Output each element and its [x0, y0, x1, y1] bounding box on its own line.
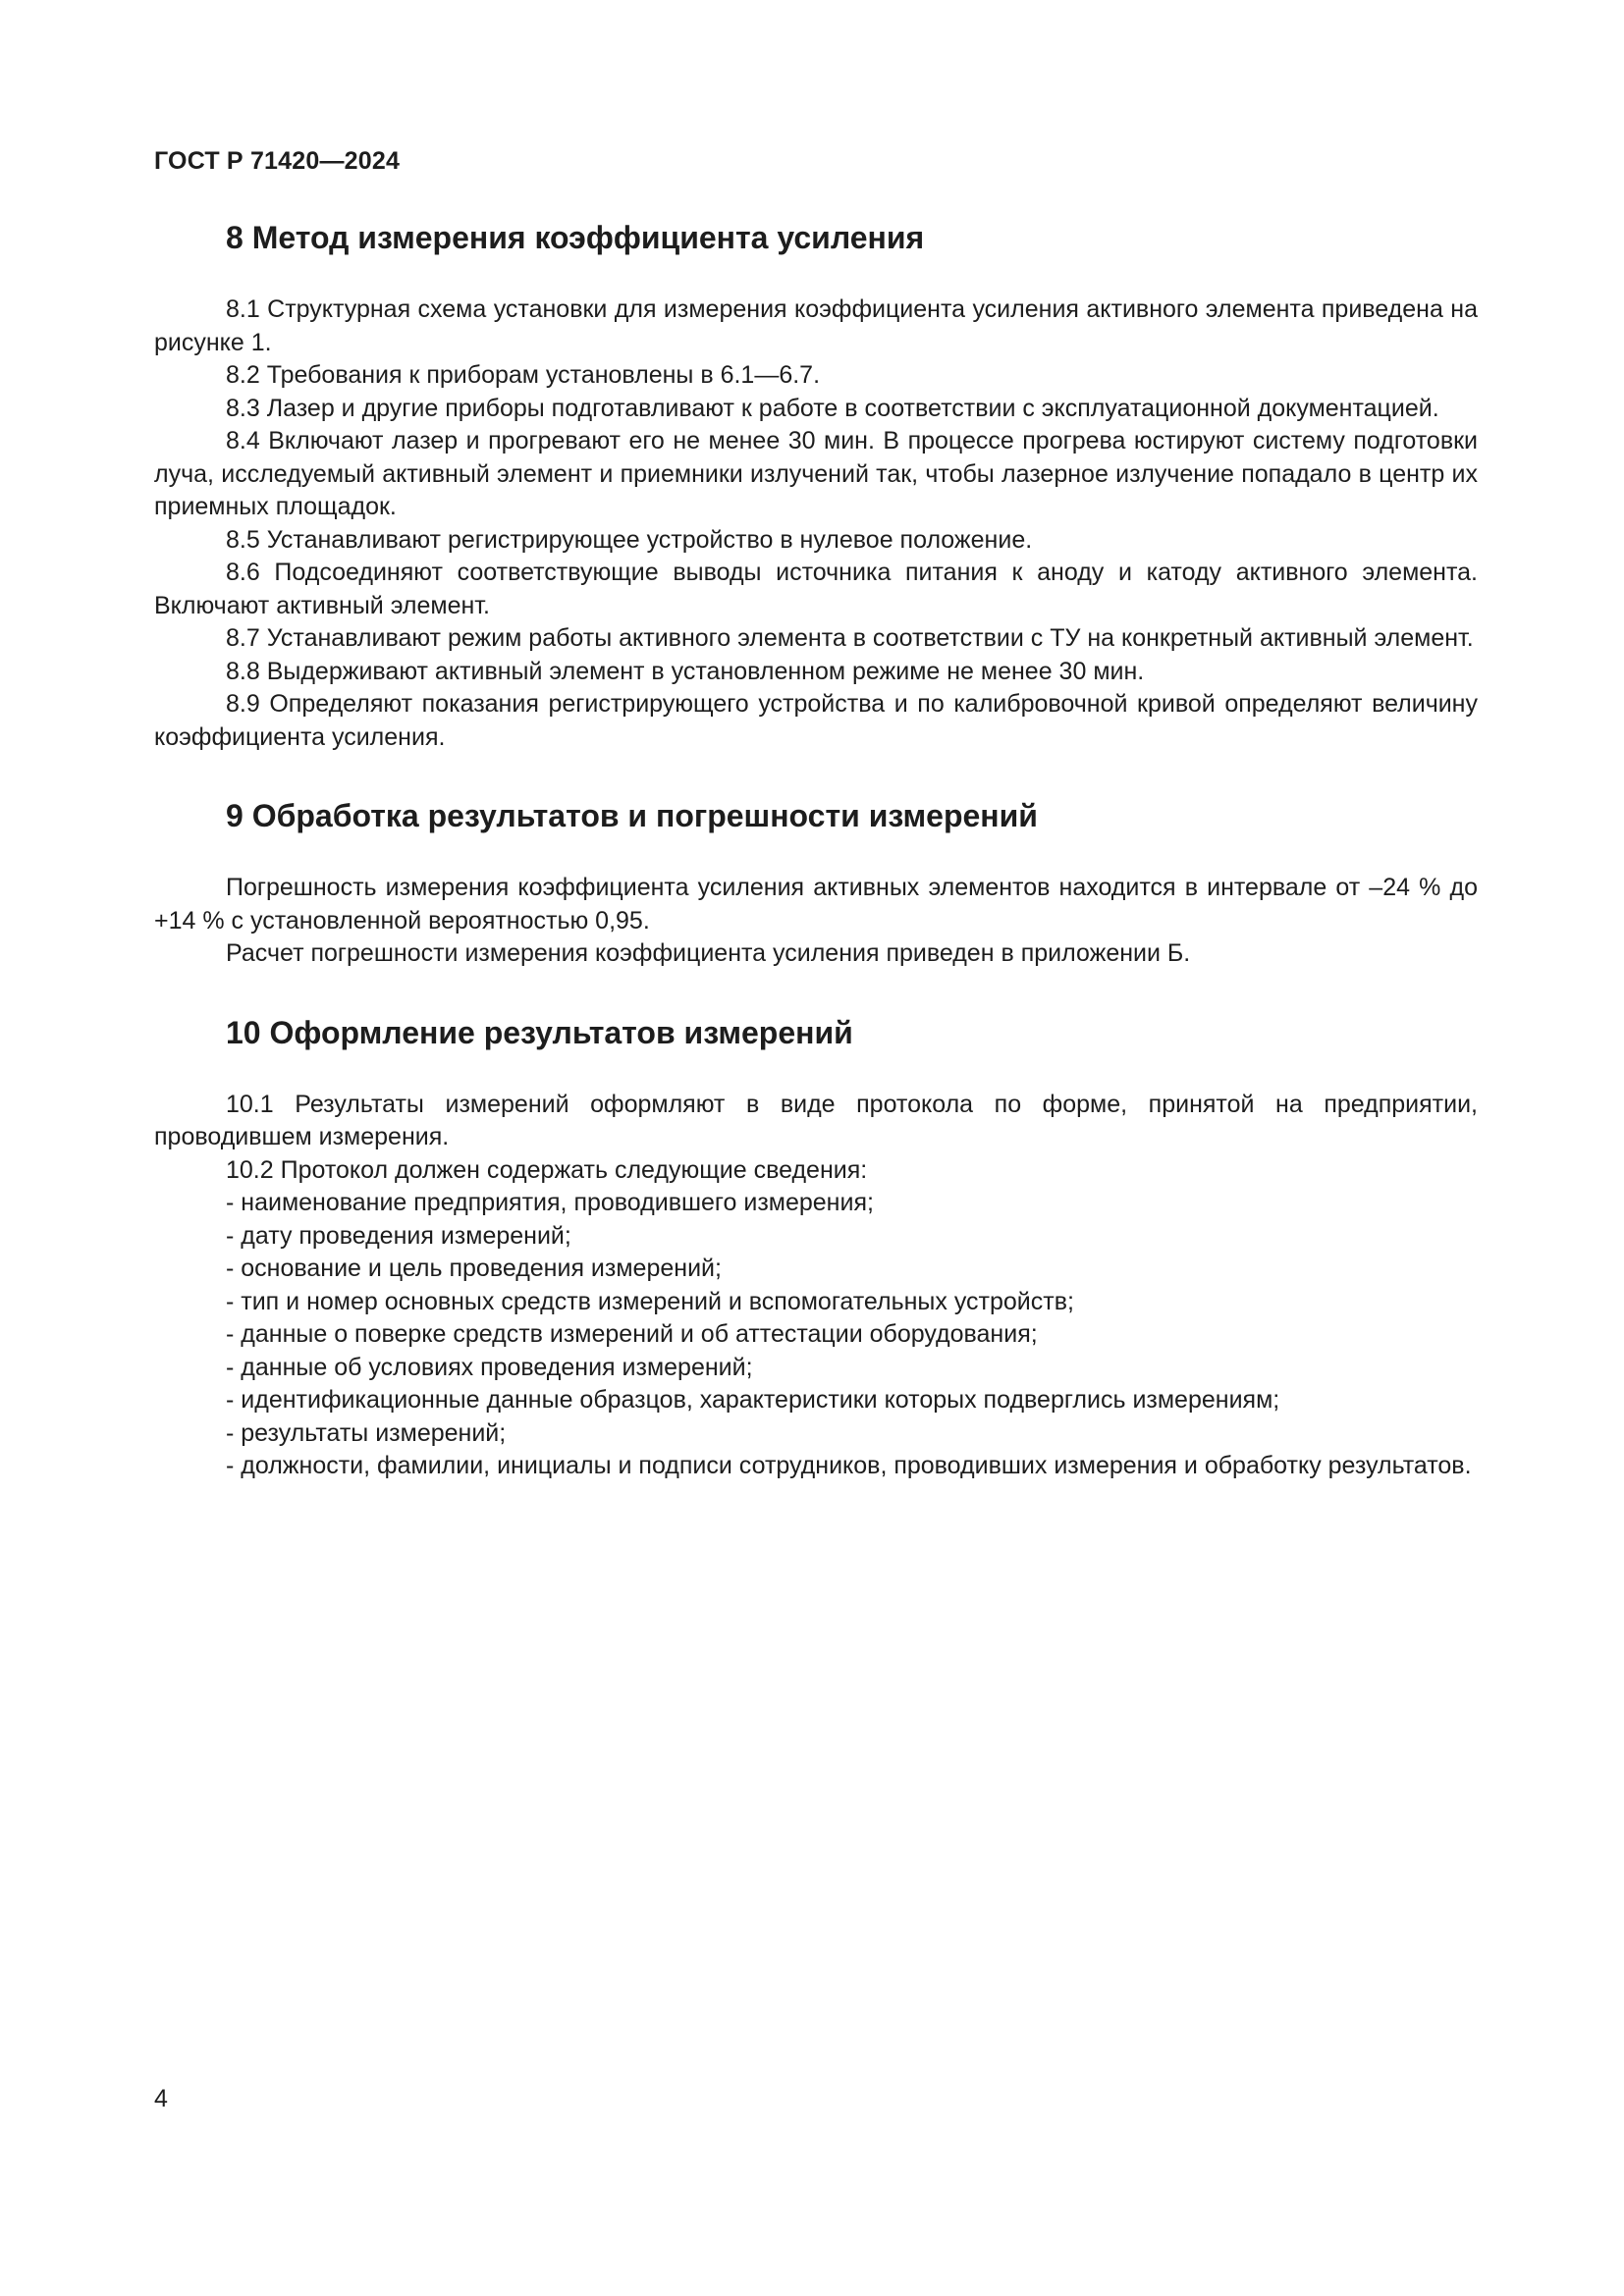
section-title: 8 Метод измерения коэффициента усиления	[226, 220, 925, 255]
list-item: - данные об условиях проведения измерений;	[226, 1353, 753, 1381]
document-body	[154, 218, 1478, 1483]
paragraph-8-8: 8.8 Выдерживают активный элемент в установленном режиме не менее 30 мин.	[226, 657, 1145, 685]
paragraph-8-1: 8.1 Структурная схема установки для измерения коэффициента усиления активного элемента приведена на рисунке 1.	[154, 295, 1478, 356]
paragraph-8-3: 8.3 Лазер и другие приборы подготавливают к работе в соответствии с эксплуатационной документацией.	[226, 394, 1439, 422]
page-number: 4	[154, 2085, 168, 2112]
paragraph-8-7: 8.7 Устанавливают режим работы активного элемента в соответствии с ТУ на конкретный активный элемент.	[226, 624, 1474, 652]
list-item: - тип и номер основных средств измерений и вспомогательных устройств;	[226, 1287, 1074, 1315]
list-item: - должности, фамилии, инициалы и подписи сотрудников, проводивших измерения и обработку результатов.	[226, 1452, 1472, 1479]
document-code-header: ГОСТ Р 71420—2024	[154, 147, 401, 175]
paragraph-8-4: 8.4 Включают лазер и прогревают его не менее 30 мин. В процессе прогрева юстируют систему подготовки луча, исследуемый активный элемент и приемники излучений так, чтобы лазерное излучение попадало в центр их приемных площадок.	[154, 427, 1478, 520]
list-item: - дату проведения измерений;	[226, 1221, 571, 1250]
list-item: - основание и цель проведения измерений;	[226, 1255, 722, 1282]
section-9	[154, 796, 1478, 971]
list-item: - результаты измерений;	[226, 1418, 507, 1447]
paragraph-8-5: 8.5 Устанавливают регистрирующее устройство в нулевое положение.	[226, 525, 1033, 554]
list-item: - наименование предприятия, проводившего измерения;	[226, 1189, 874, 1216]
paragraph-8-9: 8.9 Определяют показания регистрирующего устройства и по калибровочной кривой определяют величину коэффициента усиления.	[154, 690, 1478, 751]
section-title: 10 Оформление результатов измерений	[226, 1014, 853, 1050]
paragraph-10-2: 10.2 Протокол должен содержать следующие сведения:	[226, 1155, 868, 1184]
paragraph-9-error: Погрешность измерения коэффициента усиления активных элементов находится в интервале от –24 % до +14 % с установленной вероятностью 0,95.	[154, 874, 1478, 934]
section-title: 9 Обработка результатов и погрешности измерений	[226, 798, 1038, 833]
paragraph-10-1: 10.1 Результаты измерений оформляют в виде протокола по форме, принятой на предприятии, проводившем измерения.	[154, 1090, 1478, 1150]
section-10	[154, 1013, 1478, 1483]
section-8	[154, 218, 1478, 754]
list-item: - данные о поверке средств измерений и об аттестации оборудования;	[226, 1320, 1038, 1348]
paragraph-8-6: 8.6 Подсоединяют соответствующие выводы источника питания к аноду и катоду активного элемента. Включают активный элемент.	[154, 559, 1478, 619]
paragraph-9-calculation: Расчет погрешности измерения коэффициента усиления приведен в приложении Б.	[226, 939, 1191, 967]
paragraph-8-2: 8.2 Требования к приборам установлены в 6.1—6.7.	[226, 361, 821, 389]
list-item: - идентификационные данные образцов, характеристики которых подверглись измерениям;	[226, 1386, 1280, 1414]
